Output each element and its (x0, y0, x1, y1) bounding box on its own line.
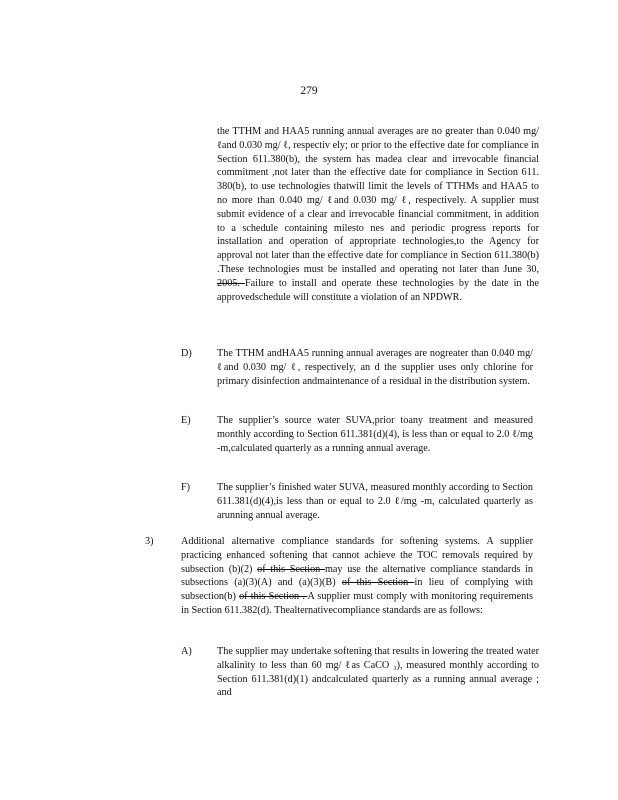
paragraph-text-run: the TTHM and HAA5 running annual averages are no greater than 0.040 mg/ ℓand 0.030 mg/ ℓ, respectiv ely; or prior to the effective date for compliance in Section 611.380(b), the system has madea clear and irrevocable financial commitment ,not later than the effective date for compliance in Section 611. 380(b), to use technologies thatwill limit the levels of TTHMs and HAA5 to no more than 0.040 mg/ ℓand 0.030 mg/ ℓ, respectively. A supplier must submit evidence of a clear and irrevocable financial commitment, in addition to a schedule containing milesto nes and periodic progress reports for installation and operation of appropriate technologies,to the Agency for approval not later than the effective date for compliance in Section 611.380(b) .These technologies must be installed and operating not later than June 30, (217, 126, 539, 275)
paragraph-text-run: A supplier must comply with monitoring requirements in Section 611.382(d). Thealternativecompliance standards are as follows: (181, 591, 534, 616)
item-e-text: The supplier’s source water SUVA,prior toany treatment and measured monthly according to Section 611.381(d)(4), is less than or equal to 2.0 ℓ/mg -m,calculated quarterly as a running annual average. (217, 415, 533, 454)
item-3-paragraph (181, 535, 533, 618)
item-d-text: The TTHM andHAA5 running annual averages are nogreater than 0.040 mg/ ℓand 0.030 mg/ ℓ, respectively, an d the supplier uses only chlorine for primary disinfection andmaintenance of a residual in the distribution system. (217, 348, 533, 387)
item-f-text: The supplier’s finished water SUVA, measured monthly according to Section 611.381(d)(4),is less than or equal to 2.0 ℓ/mg -m, calculated quarterly as arunning annual average. (217, 482, 533, 521)
paragraph-text-run: in lieu of complying with subsection(b) (181, 577, 534, 603)
item-3-label: 3) (145, 536, 154, 547)
struck-text-run: 2005. (217, 277, 245, 289)
item-3a-label: A) (181, 646, 192, 657)
struck-text-run: of this Section . (239, 591, 308, 603)
continuation-paragraph (217, 125, 539, 304)
paragraph-text-run: Additional alternative compliance standards for softening systems. A supplier practicing enhanced softening that cannot achieve the TOC removals required by subsection (b)(2) (181, 536, 533, 575)
item-f-label: F) (181, 482, 191, 493)
struck-text-run: of this Section (257, 563, 325, 575)
item-d-label: D) (181, 348, 192, 359)
paragraph-text-run: may use the alternative compliance standards in subsections (a)(3)(A) and (a)(3)(B) (181, 563, 533, 589)
item-3a-text: The supplier may undertake softening that results in lowering the treated water alkalinity to less than 60 mg/ ℓas CaCO ₃), measured monthly according to Section 611.381(d)(1) andcalculated quarterly as a running annual average ; and (217, 646, 539, 699)
struck-text-run: of this Section (341, 577, 415, 589)
item-e-label: E) (181, 415, 191, 426)
page-number: 279 (300, 85, 318, 97)
paragraph-text-run: Failure to install and operate these technologies by the date in the approvedschedule will constitute a violation of an NPDWR. (217, 277, 539, 303)
